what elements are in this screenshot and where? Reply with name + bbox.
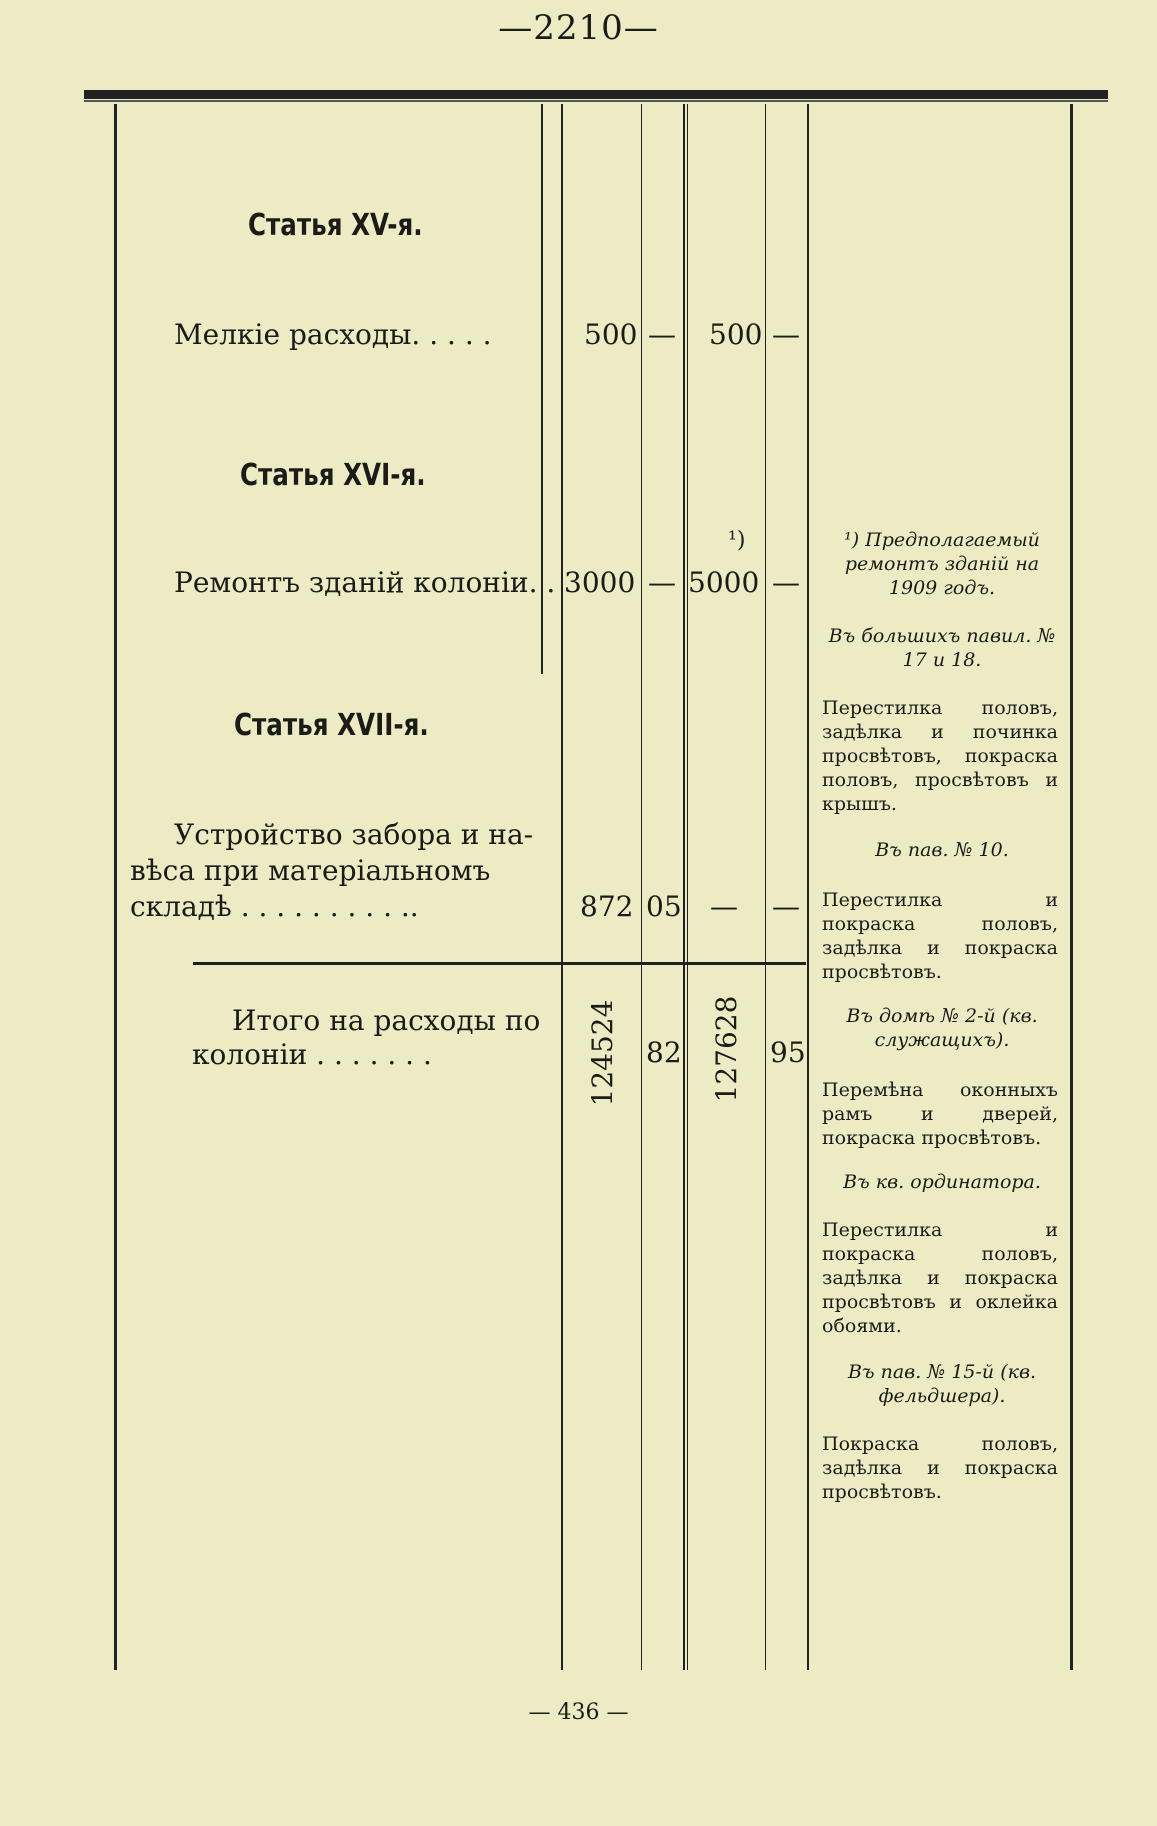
- article-xvii-col1-rub: 872: [580, 890, 634, 923]
- article-xv-col2-rub: 500: [709, 318, 763, 351]
- total-label-line-2: колоніи . . . . . . .: [192, 1038, 432, 1071]
- article-xv-title: Статья XV-я.: [248, 208, 423, 243]
- note-text: Перестилка половъ, задѣлка и починка просвѣтовъ, покраска половъ, просвѣтовъ и крышъ.: [822, 697, 1058, 815]
- article-xv-col1-rub: 500: [584, 318, 638, 351]
- article-xvii-item-line-3: складѣ . . . . . . . . . ..: [130, 890, 419, 923]
- table-column-divider: [765, 104, 766, 1670]
- total-label-line-1: Итого на расходы по: [232, 1004, 541, 1037]
- page-number-top: —2210—: [498, 8, 659, 48]
- table-right-border: [1070, 104, 1073, 1670]
- article-xvii-col2-rub: —: [710, 890, 738, 923]
- top-rule-thin: [84, 100, 1108, 102]
- table-column-divider: [561, 104, 563, 1670]
- article-xvi-item: Ремонтъ зданій колоніи. .: [174, 566, 556, 599]
- article-xv-col2-kop: —: [772, 318, 800, 351]
- total-col1-rub: 124524: [586, 999, 619, 1107]
- total-col2-rub: 127628: [710, 995, 743, 1103]
- total-col2-kop: 95: [770, 1036, 806, 1069]
- note-heading: Въ кв. ординатора.: [843, 1171, 1041, 1193]
- article-xvii-item-line-2: вѣса при матеріальномъ: [130, 854, 491, 887]
- article-xvi-col1-kop: —: [648, 566, 676, 599]
- note-footnote: ¹) Предполагаемый ремонтъ зданій на 1909 годъ.: [844, 529, 1040, 599]
- article-xvi-col2-rub: 5000: [688, 566, 760, 599]
- article-xvii-item-line-1: Устройство забора и на-: [174, 818, 534, 851]
- table-column-divider: [687, 104, 688, 1670]
- article-xvi-col2-kop: —: [772, 566, 800, 599]
- table-column-divider: [683, 104, 685, 1670]
- article-xvii-col2-kop: —: [772, 890, 800, 923]
- total-separator: [193, 962, 803, 965]
- note-text: Покраска половъ, задѣлка и покраска просвѣтовъ.: [822, 1433, 1058, 1503]
- article-xvii-title: Статья XVII-я.: [234, 708, 429, 743]
- table-column-divider: [807, 104, 809, 1670]
- article-xvi-col1-rub: 3000: [564, 566, 636, 599]
- page-number-bottom: — 436 —: [528, 1700, 629, 1725]
- article-xvi-footnote-mark: ¹): [728, 528, 746, 553]
- article-xv-col1-kop: —: [648, 318, 676, 351]
- table-column-divider: [641, 104, 642, 1670]
- article-xvii-col1-kop: 05: [646, 890, 682, 923]
- note-text: Перестилка и покраска половъ, задѣлка и покраска просвѣтовъ и оклейка обоями.: [822, 1219, 1058, 1337]
- article-xv-item: Мелкіе расходы. . . . .: [174, 318, 492, 351]
- note-heading: Въ домѣ № 2-й (кв. служащихъ).: [846, 1005, 1038, 1051]
- note-heading: Въ большихъ павил. № 17 и 18.: [828, 625, 1056, 671]
- note-text: Перемѣна оконныхъ рамъ и дверей, покраска просвѣтовъ.: [822, 1079, 1058, 1149]
- note-heading: Въ пав. № 10.: [875, 839, 1009, 861]
- total-col1-kop: 82: [646, 1036, 682, 1069]
- article-xvi-title: Статья XVI-я.: [240, 458, 426, 493]
- table-left-border: [114, 104, 117, 1670]
- note-heading: Въ пав. № 15-й (кв. фельдшера).: [847, 1361, 1037, 1407]
- note-text: Перестилка и покраска половъ, задѣлка и покраска просвѣтовъ.: [822, 889, 1058, 983]
- total-separator-right: [766, 962, 806, 965]
- top-rule: [84, 90, 1108, 99]
